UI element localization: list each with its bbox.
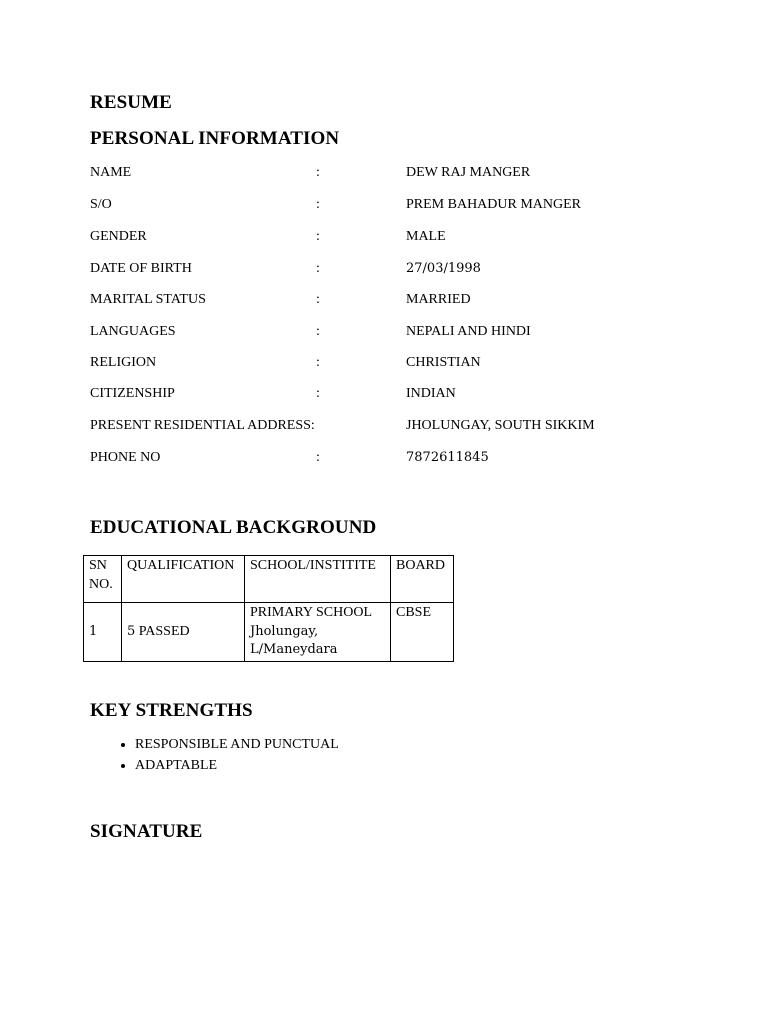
- info-row-father: [90, 197, 730, 217]
- info-value: CHRISTIAN: [406, 355, 481, 370]
- info-label: PHONE NO: [90, 450, 161, 465]
- info-value: MALE: [406, 229, 446, 244]
- header-sn-line2: NO.: [89, 576, 113, 592]
- info-row-gender: [90, 229, 730, 249]
- header-cell-board: BOARD: [391, 556, 454, 603]
- info-row-phone: [90, 450, 730, 470]
- info-colon: :: [316, 165, 320, 180]
- school-line1: PRIMARY SCHOOL: [250, 605, 373, 620]
- strengths-list: [110, 735, 339, 776]
- school-line2: Jholungay,: [250, 623, 319, 639]
- info-colon: :: [316, 355, 320, 370]
- info-label: NAME: [90, 165, 132, 180]
- info-label: PRESENT RESIDENTIAL ADDRESS:: [90, 418, 315, 433]
- info-label: DATE OF BIRTH: [90, 261, 192, 276]
- info-value: 7872611845: [406, 450, 489, 465]
- info-label: CITIZENSHIP: [90, 386, 175, 401]
- personal-information-heading: PERSONAL INFORMATION: [90, 128, 340, 149]
- signature-heading: SIGNATURE: [90, 821, 203, 842]
- info-colon: :: [316, 197, 320, 212]
- info-colon: :: [316, 324, 320, 339]
- cell-school: [245, 603, 391, 662]
- qualification-text: PASSED: [138, 623, 190, 639]
- qualification-number: 5: [127, 623, 136, 639]
- resume-title: RESUME: [90, 92, 172, 113]
- education-table: [83, 555, 454, 662]
- info-label: GENDER: [90, 229, 147, 244]
- list-item: • RESPONSIBLE AND PUNCTUAL: [135, 735, 339, 756]
- cell-sn: 1: [84, 603, 122, 662]
- info-row-marital-status: [90, 292, 730, 312]
- info-colon: :: [316, 450, 320, 465]
- header-cell-sn: [84, 556, 122, 603]
- info-value: DEW RAJ MANGER: [406, 165, 531, 180]
- info-value: PREM BAHADUR MANGER: [406, 197, 582, 212]
- info-row-languages: [90, 324, 730, 344]
- header-sn-line1: SN: [89, 558, 107, 573]
- cell-qualification: [122, 603, 245, 662]
- info-value: NEPALI AND HINDI: [406, 324, 531, 339]
- header-cell-qualification: QUALIFICATION: [122, 556, 245, 603]
- info-label: S/O: [90, 197, 112, 212]
- table-header-row: [84, 556, 454, 603]
- info-colon: :: [316, 386, 320, 401]
- info-row-dob: [90, 261, 730, 281]
- table-row: [84, 603, 454, 662]
- info-label: MARITAL STATUS: [90, 292, 206, 307]
- educational-background-heading: EDUCATIONAL BACKGROUND: [90, 517, 377, 538]
- info-colon: :: [316, 261, 320, 276]
- header-cell-school: SCHOOL/INSTITITE: [245, 556, 391, 603]
- info-row-address: [90, 418, 730, 438]
- list-item: • ADAPTABLE: [135, 756, 339, 777]
- key-strengths-heading: KEY STRENGTHS: [90, 700, 253, 721]
- info-colon: :: [316, 292, 320, 307]
- school-line3: L/Maneydara: [250, 642, 338, 657]
- info-value: INDIAN: [406, 386, 456, 401]
- info-value: 27/03/1998: [406, 261, 481, 276]
- info-label: RELIGION: [90, 355, 157, 370]
- cell-board: CBSE: [391, 603, 454, 662]
- info-colon: :: [316, 229, 320, 244]
- info-row-citizenship: [90, 386, 730, 406]
- info-value: JHOLUNGAY, SOUTH SIKKIM: [406, 418, 595, 433]
- info-row-name: [90, 165, 730, 185]
- info-label: LANGUAGES: [90, 324, 176, 339]
- info-row-religion: [90, 355, 730, 375]
- info-value: MARRIED: [406, 292, 471, 307]
